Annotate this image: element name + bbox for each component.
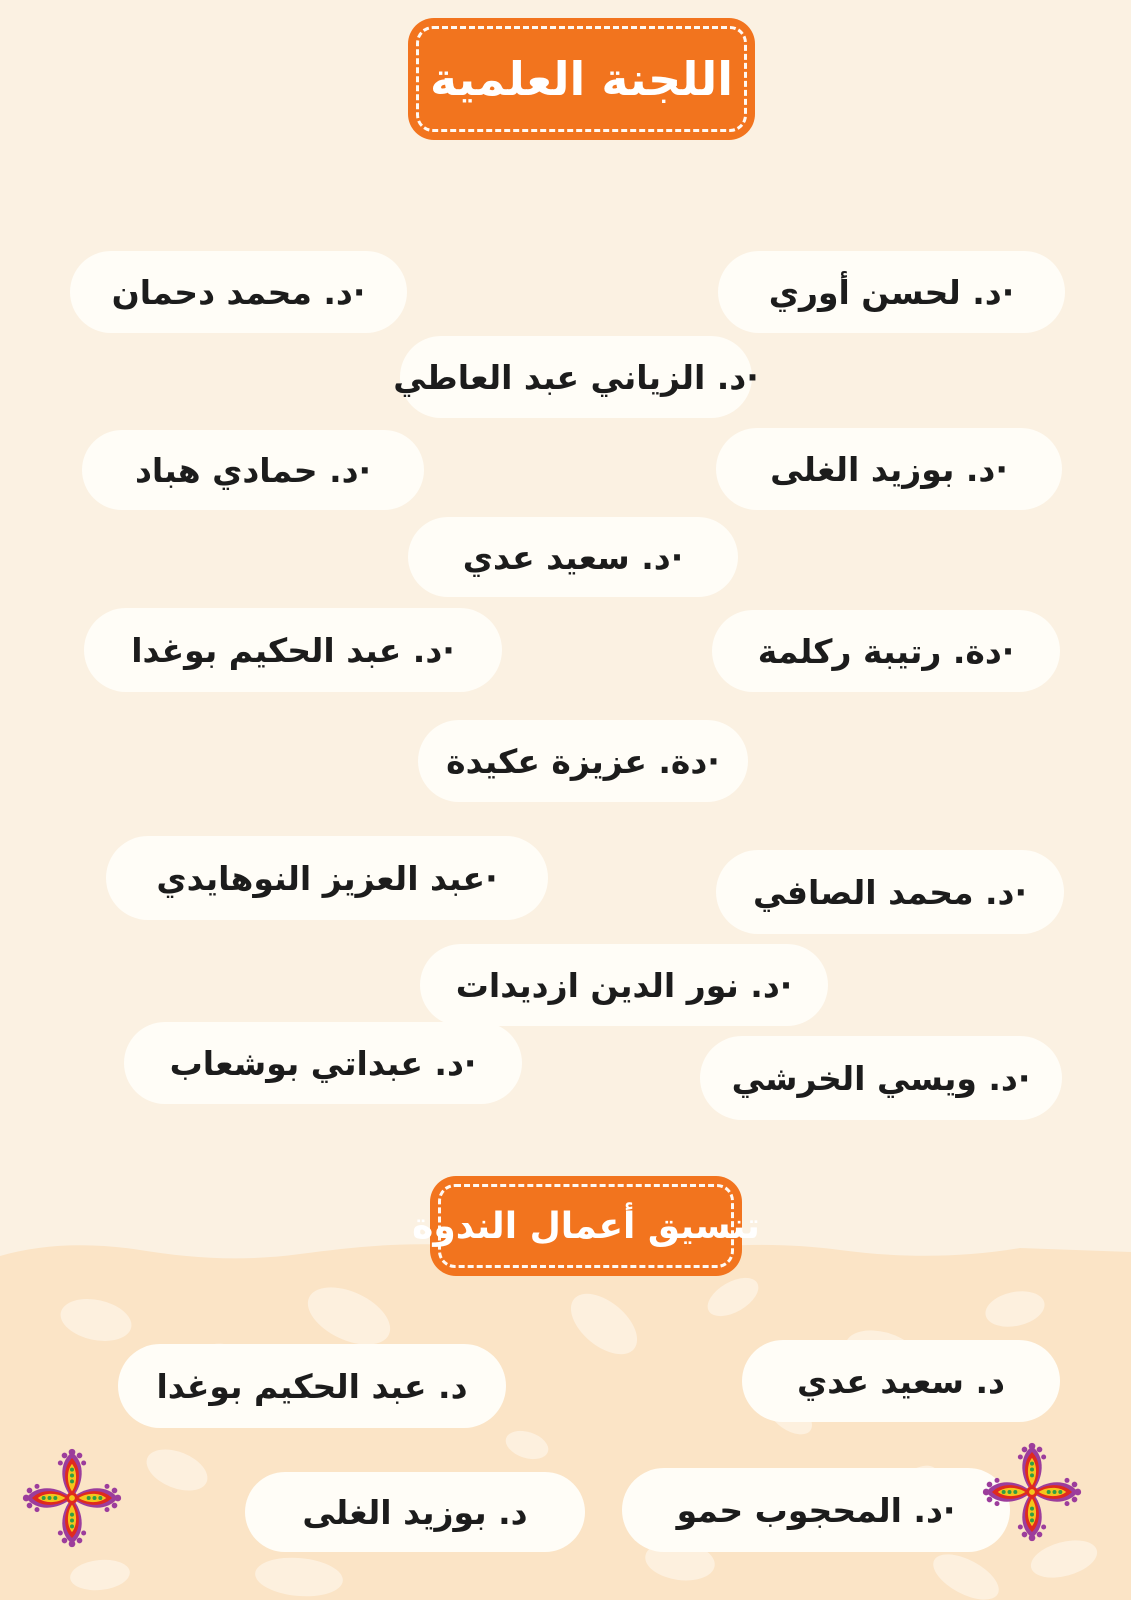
flower-ornament-icon <box>22 1448 122 1548</box>
member-name: ·د. محمد الصافي <box>753 872 1027 912</box>
member-name: ·د. المحجوب حمو <box>676 1490 956 1530</box>
member-pill <box>700 1036 1062 1120</box>
member-pill <box>418 720 748 802</box>
member-pill <box>82 430 424 510</box>
member-name: ·د. ويسي الخرشي <box>731 1058 1031 1098</box>
member-name: ·عبد العزيز النوهايدي <box>156 858 498 898</box>
member-name: د. سعيد عدي <box>797 1361 1005 1401</box>
member-name: د. عبد الحكيم بوغدا <box>156 1366 468 1406</box>
member-name: د. بوزيد الغلى <box>302 1492 528 1532</box>
member-pill <box>420 944 828 1026</box>
member-name: ·دة. رتيبة ركلمة <box>757 631 1015 671</box>
member-pill <box>70 251 407 333</box>
coordination-badge <box>412 1176 760 1276</box>
member-name: ·دة. عزيزة عكيدة <box>446 741 720 781</box>
member-pill <box>716 428 1062 510</box>
member-name: ·د. عبداتي بوشعاب <box>169 1043 477 1083</box>
member-pill <box>408 517 738 597</box>
member-pill <box>712 610 1060 692</box>
member-pill <box>622 1468 1010 1552</box>
member-pill <box>245 1472 585 1552</box>
member-name: ·د. عبد الحكيم بوغدا <box>131 630 455 670</box>
member-name: ·د. الزياني عبد العاطي <box>393 357 759 397</box>
member-name: ·د. محمد دحمان <box>111 272 366 312</box>
scientific-committee-badge <box>408 18 755 140</box>
scientific-committee-title: اللجنة العلمية <box>430 52 733 106</box>
member-pill <box>124 1022 522 1104</box>
member-pill <box>106 836 548 920</box>
member-name: ·د. لحسن أوري <box>768 272 1015 312</box>
member-name: ·د. سعيد عدي <box>462 537 684 577</box>
member-name: ·د. نور الدين ازديدات <box>455 965 793 1005</box>
member-pill <box>716 850 1064 934</box>
member-name: ·د. حمادي هباد <box>134 450 372 490</box>
member-pill <box>718 251 1065 333</box>
coordination-title: تنسيق أعمال الندوة <box>412 1205 760 1247</box>
member-name: ·د. بوزيد الغلى <box>770 449 1008 489</box>
flower-ornament-icon <box>982 1442 1082 1542</box>
member-pill <box>84 608 502 692</box>
member-pill <box>742 1340 1060 1422</box>
member-pill <box>393 336 759 418</box>
member-pill <box>118 1344 506 1428</box>
